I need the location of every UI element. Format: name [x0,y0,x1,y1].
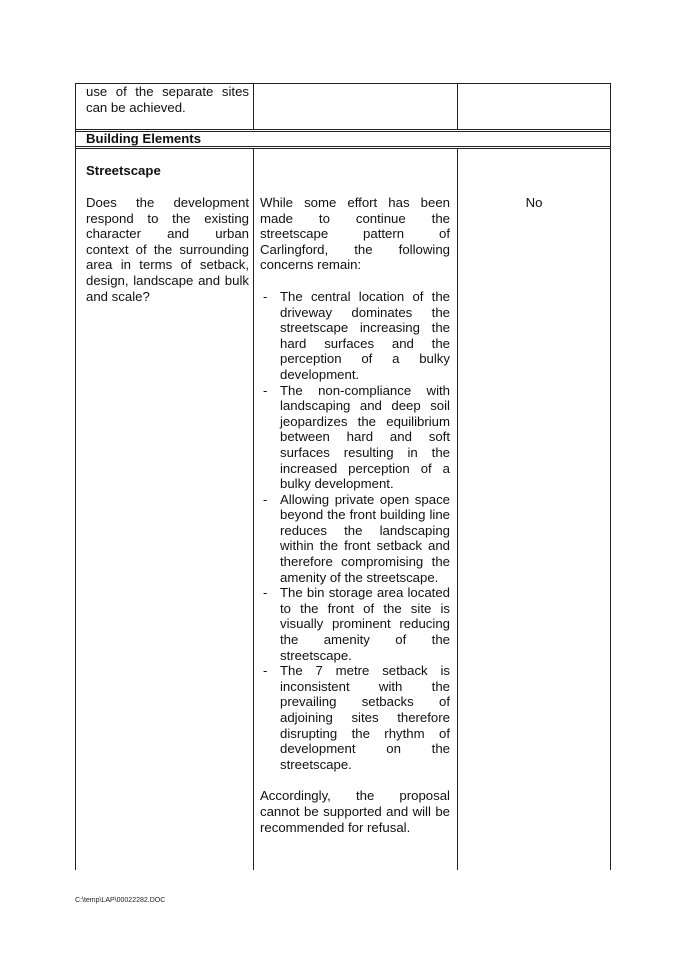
bullet-dash: - [263,663,268,679]
table-right-border [610,83,611,870]
col-divider-2 [457,148,458,870]
concern-text: Allowing private open space beyond the front building line reduces the landscaping within the front setback and therefore compromising the amenity of the streetscape. [280,491,450,585]
footer-file-path: C:\temp\LAP\00022282.DOC [75,897,166,904]
assessment-intro: While some effort has been made to continue the streetscape pattern of Carlingford, the following concerns remain: [260,195,450,273]
bullet-dash: - [263,382,268,398]
concern-item [260,585,450,663]
concern-text: The 7 metre setback is inconsistent with the prevailing setbacks of adjoining sites therefore disrupting the rhythm of development on the streetscape. [280,663,450,772]
table-left-border [75,83,76,870]
col-divider-1 [253,148,254,870]
assessment-cell [260,195,450,835]
concerns-list [260,289,450,772]
row-divider-4 [75,148,611,149]
section-heading: Building Elements [86,131,202,146]
bullet-dash: - [263,585,268,601]
streetscape-question: Does the development respond to the existing character and urban context of the surrounding area in terms of setback, design, landscape and bulk and scale? [86,195,249,304]
concern-text: The bin storage area located to the front of the site is visually prominent reducing the amenity of the streetscape. [280,585,450,663]
bullet-dash: - [263,491,268,507]
compliance-value: No [525,195,543,210]
concern-item [260,289,450,383]
concern-item [260,383,450,492]
bullet-dash: - [263,288,268,304]
top-row-criterion-text: use of the separate sites can be achieved. [86,84,249,115]
row-divider-1 [75,129,611,130]
col-divider-1-top [253,83,254,130]
concern-text: The central location of the driveway dominates the streetscape increasing the hard surfaces and the perception of a bulky development. [280,288,450,382]
concern-text: The non-compliance with landscaping and deep soil jeopardizes the equilibrium between hard and soft surfaces resulting in the increased perception of a bulky development. [280,382,450,492]
concern-item [260,663,450,772]
assessment-conclusion: Accordingly, the proposal cannot be supported and will be recommended for refusal. [260,788,450,835]
concern-item [260,492,450,586]
col-divider-2-top [457,83,458,130]
streetscape-heading: Streetscape [86,163,161,178]
